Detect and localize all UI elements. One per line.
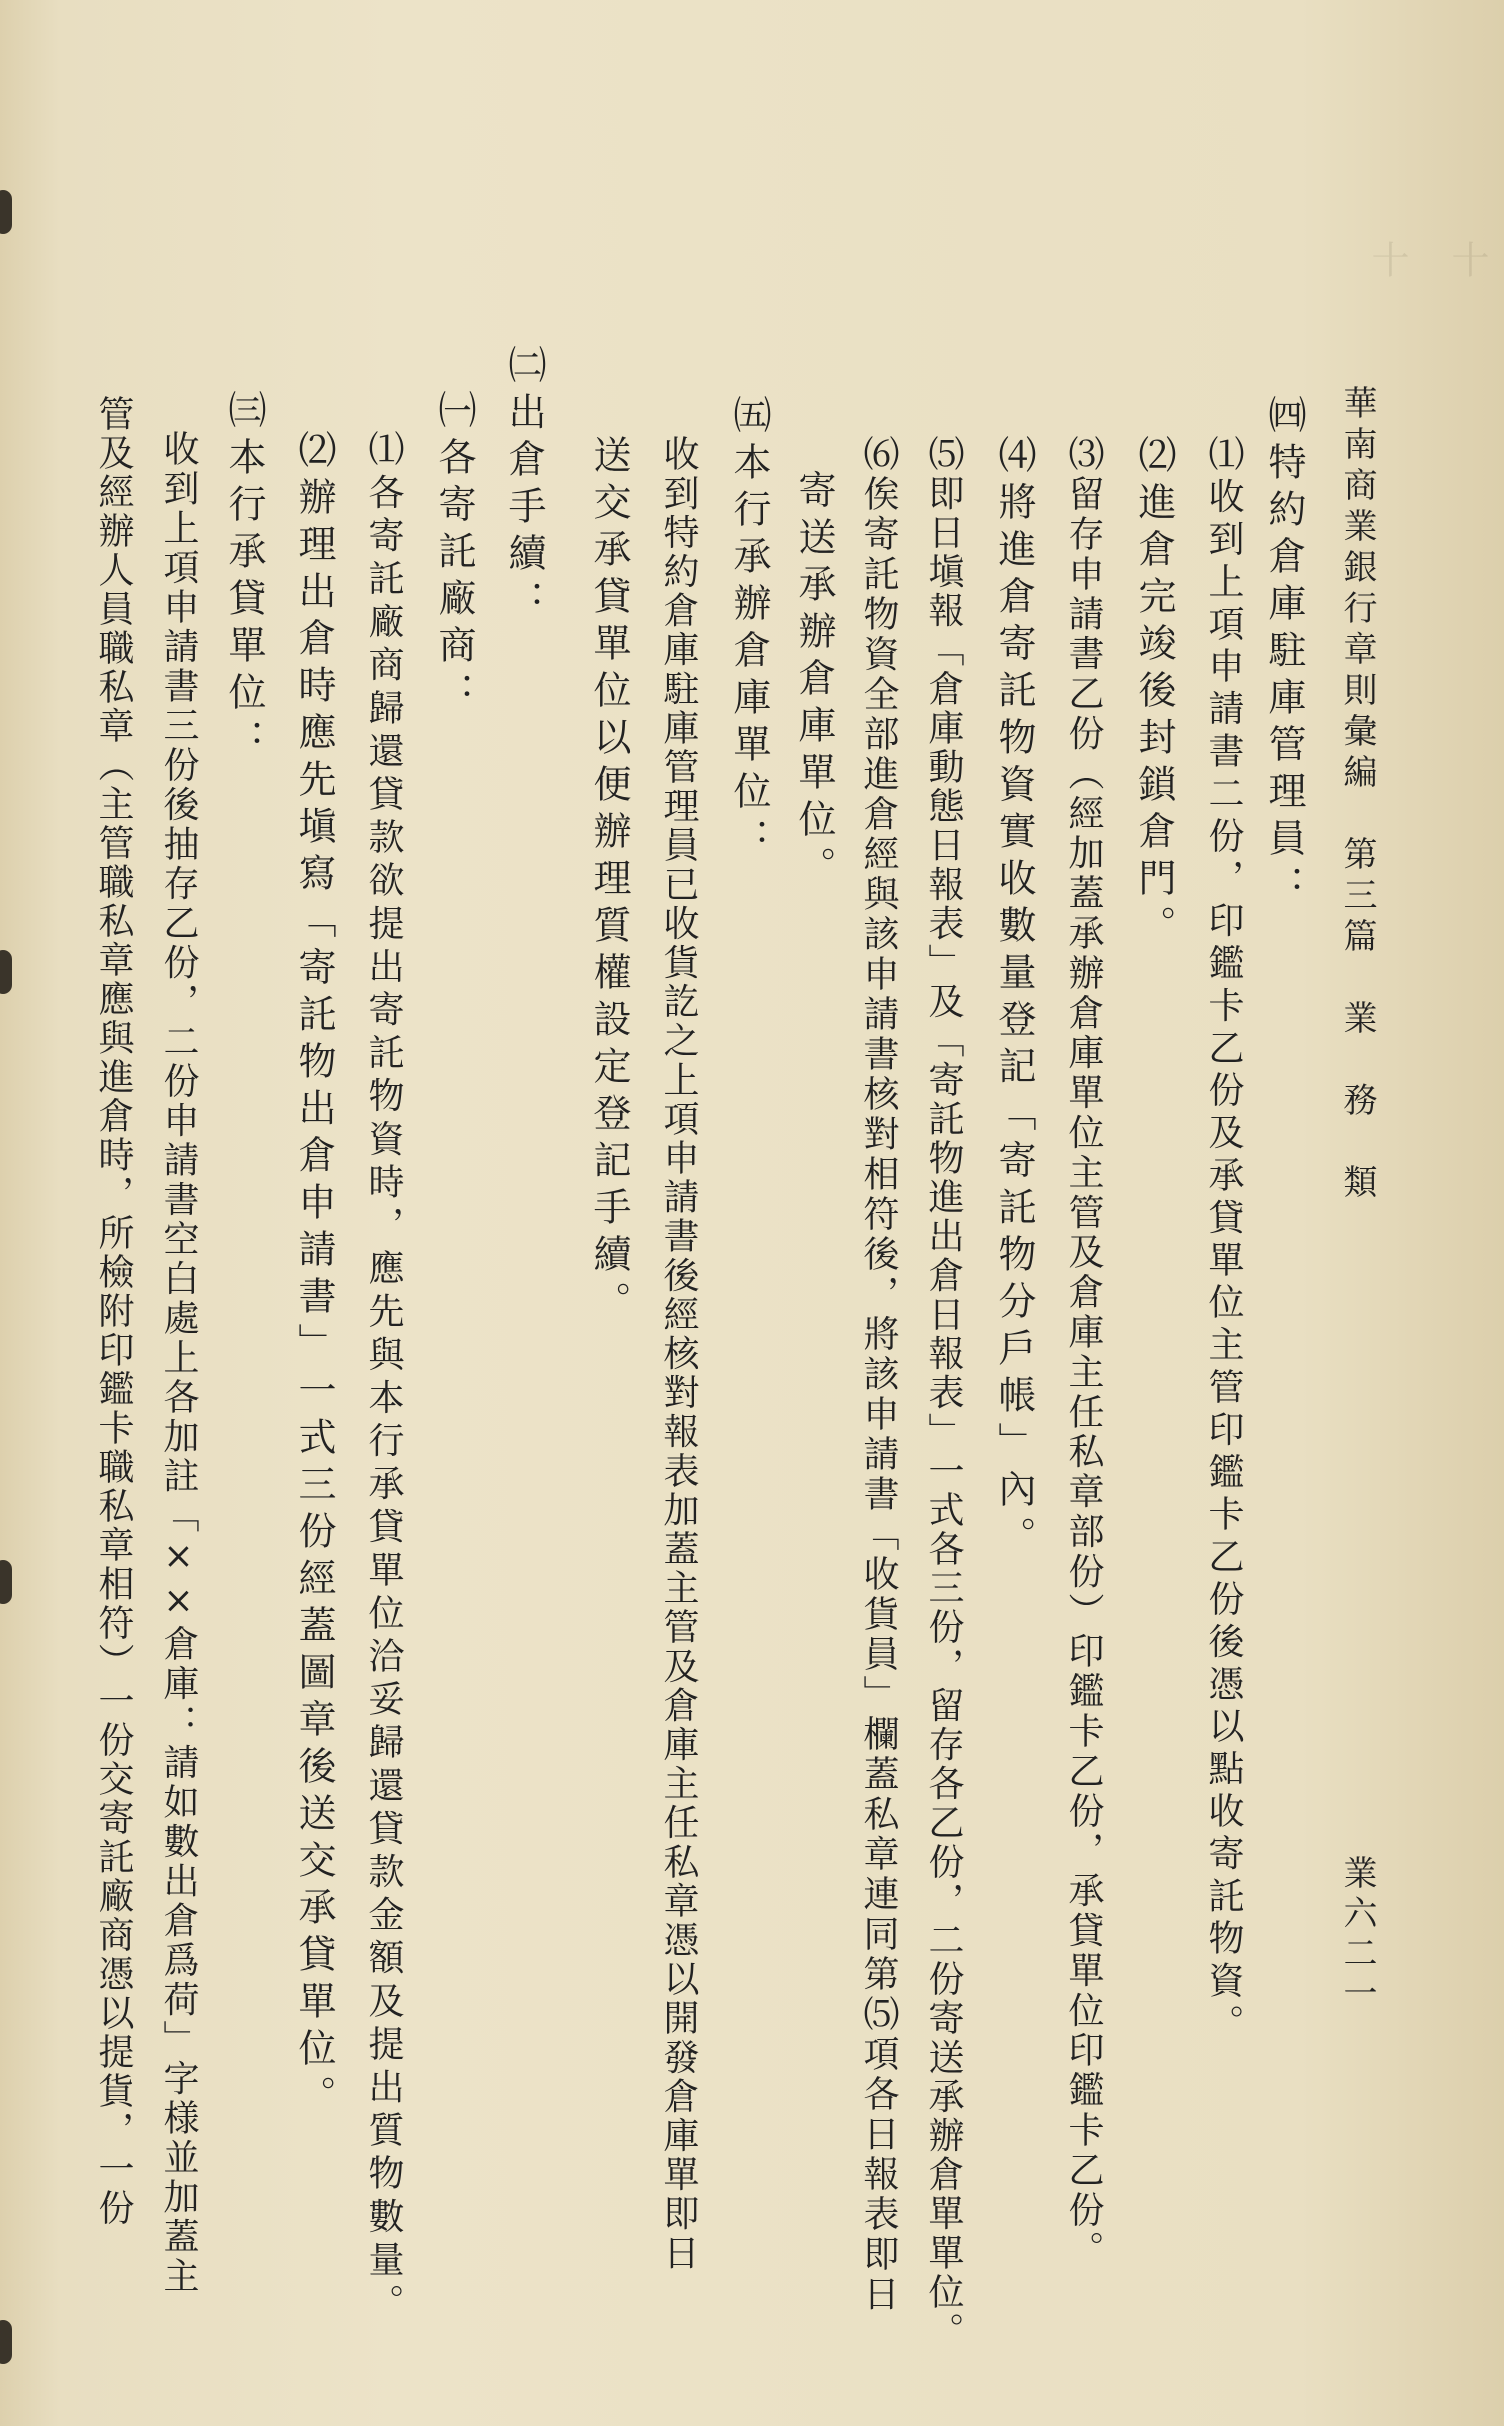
text-line: 收到特約倉庫駐庫管理員已收貨訖之上項申請書後經核對報表加蓋主管及倉庫主任私章憑以開發倉庫單即日 bbox=[658, 435, 699, 2273]
binding-hole bbox=[0, 1560, 12, 1604]
bleed-through-mark: 十 bbox=[1445, 240, 1489, 288]
page-number: 業六二一 bbox=[1337, 1855, 1377, 2015]
bleed-through-mark: 十 bbox=[1365, 240, 1409, 288]
text-line: ⑴收到上項申請書二份，印鑑卡乙份及承貸單位主管印鑑卡乙份後憑以點收寄託物資。 bbox=[1203, 435, 1244, 2047]
text-line: ⑷將進倉寄託物資實收數量登記「寄託物分戶帳」內。 bbox=[992, 435, 1036, 1563]
text-line: ⑵進倉完竣後封鎖倉門。 bbox=[1132, 435, 1176, 952]
text-line: 送交承貸單位以便辦理質權設定登記手續。 bbox=[587, 435, 631, 1328]
binding-hole bbox=[0, 950, 12, 994]
section-heading: ㈢本行承貸單位： bbox=[222, 390, 266, 766]
running-header: 華南商業銀行章則彙編 第三篇 業 務 類 bbox=[1337, 385, 1377, 1205]
binding-hole bbox=[0, 2320, 12, 2364]
section-heading: ㈡出倉手續： bbox=[502, 345, 546, 627]
section-heading: ㈣特約倉庫駐庫管理員： bbox=[1262, 395, 1306, 912]
text-line: ⑹俟寄託物資全部進倉經與該申請書核對相符後，將該申請書「收貨員」欄蓋私章連同第⑸項各日報表即日 bbox=[858, 435, 899, 2315]
section-heading: ㈤本行承辦倉庫單位： bbox=[727, 395, 771, 865]
section-heading: ㈠各寄託廠商： bbox=[432, 390, 476, 719]
text-line: ⑶留存申請書乙份（經加蓋承辦倉庫單位主管及倉庫主任私章部份）印鑑卡乙份，承貸單位印鑑卡乙份。 bbox=[1063, 435, 1104, 2271]
text-line: 寄送承辦倉庫單位。 bbox=[792, 470, 836, 893]
text-line: ⑸即日塡報「倉庫動態日報表」及「寄託物進出倉日報表」一式各三份，留存各乙份，二份寄送承辦倉單單位。 bbox=[923, 435, 964, 2351]
text-line: ⑴各寄託廠商歸還貸款欲提出寄託物資時，應先與本行承貸單位洽妥歸還貸款金額及提出質物數量。 bbox=[363, 430, 404, 2327]
binding-hole bbox=[0, 190, 12, 234]
text-line: 管及經辦人員職私章（主管職私章應與進倉時，所檢附印鑑卡職私章相符）一份交寄託廠商憑以提貨，一份 bbox=[93, 395, 134, 2228]
text-line: ⑵辦理出倉時應先塡寫「寄託物出倉申請書」一式三份經蓋圖章後送交承貸單位。 bbox=[292, 430, 336, 2122]
text-line: 收到上項申請書三份後抽存乙份，二份申請書空白處上各加註「××倉庫：請如數出倉爲荷」字様並加蓋主 bbox=[158, 430, 199, 2297]
